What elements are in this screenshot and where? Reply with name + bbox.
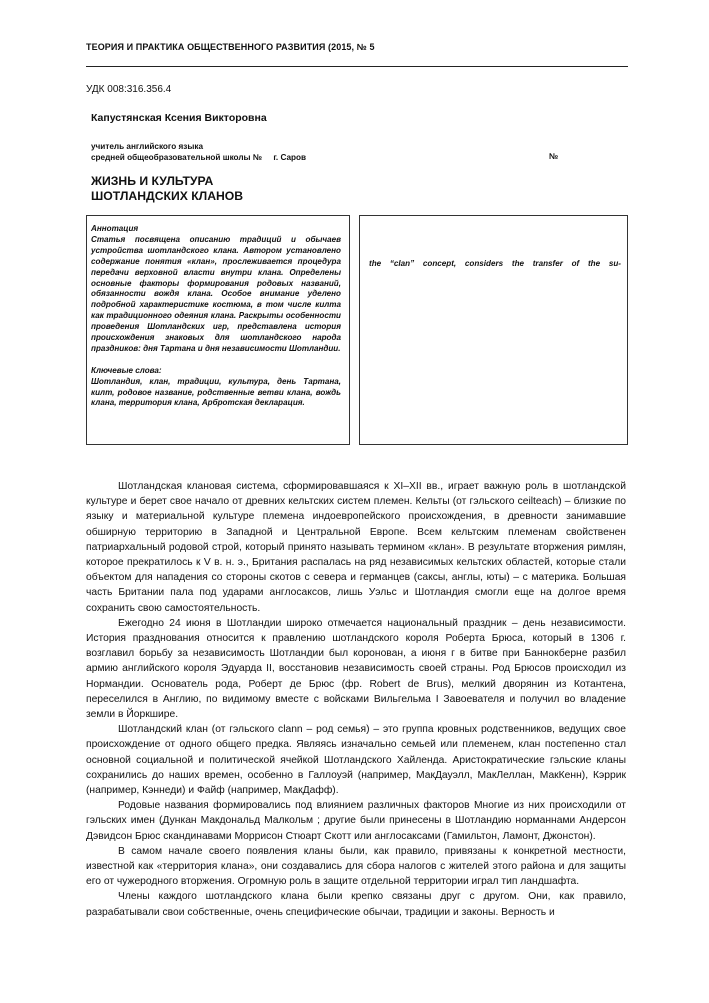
title-line-2: ШОТЛАНДСКИХ КЛАНОВ [91, 188, 244, 203]
body-paragraph: Члены каждого шотландского клана были крепко связаны друг с другом. Они, как правило, разрабатывали свои собственные, очень специфические обычаи, традиции и законы. Верность и [86, 891, 626, 918]
keywords-text: Шотландия, клан, традиции, культура, день Тартана, килт, родовое название, родственные ветви клана, вождь клана, территория клана, Арбротская декларация. [91, 376, 341, 408]
affiliation-line-1: учитель английского языка [91, 142, 203, 151]
body-paragraph: Родовые названия формировались под влиянием различных факторов Многие из них происходили от гэльских имен (Дункан Макдональд Малкольм ; другие были принесены в Шотландию норманнами Андерсон Дэвидсон Брюс скандинавами Моррисон Стюарт Скотт или англосаксами (Гамильтон, Ламонт, Джонстон). [86, 800, 626, 842]
body-paragraph: Шотландская клановая система, сформировавшаяся к XI–XII вв., играет важную роль в шотландской культуре и берет свое начало от древних кельтских систем племен. Кельты (от гэльского ceilteach) – близкие по языку и материальной культуре племена индоевропейского происхождения, в древности занимавшие обширную территорию в Западной и Центральной Европе. Всем кельтским племенам свойственен патриархальный родовой строй, который принято называть термином «клан». В результате вторжения римлян, которое прекратилось к V в. н. э., Британия распалась на ряд независимых кельтских областей, которые стали объектом для нападения со стороны скотов с севера и германцев (саксы, англы, юты) – с материка. Большая часть Британии пала под ударами англосаксов, лишь Уэльс и Шотландия смогли еще на долгое время сохранить свою самостоятельность. [86, 481, 626, 614]
abstract-heading: Аннотация [91, 224, 139, 233]
body-paragraph: Ежегодно 24 июня в Шотландии широко отмечается национальный праздник – день независимости. История празднования относится к правлению шотландского короля Роберта Брюса, который в 1306 г. возглавил борьбу за независимость Шотландии был коронован, а июня г в битве при Баннокберне разбил армию английского короля Эдуарда II, восстановив независимость своей страны. Род Брюсов происходил из Нормандии. Основатель рода, Роберт де Брюс (фр. Robert de Brus), мелкий дворянин из Котантена, переселился в Англию, по видимому вместе с войсками Вильгельма I Завоевателя и получил во владение земли в Йоркшире. [86, 617, 626, 721]
header-divider [86, 66, 628, 67]
abstract-box-english [359, 215, 628, 445]
abstract-block [91, 224, 341, 409]
keywords-heading: Ключевые слова: [91, 365, 162, 375]
abstract-text: Статья посвящена описанию традиций и обычаев устройства шотландского клана. Автором установлено содержание понятия «клан», прослеживается процедура передачи верховной власти внутри клана. Определены основные факторы формирования родовых названий, обязанности вождя клана. Особое внимание уделено подробной характеристике костюма, в том числе килта как традиционного одеяния клана. Раскрыты особенности проведения Шотландских игр, представлена история происхождения знаковых для шотландского народа праздников: дня Тартана и дня независимости Шотландии. [91, 234, 341, 353]
journal-header: ТЕОРИЯ И ПРАКТИКА ОБЩЕСТВЕННОГО РАЗВИТИЯ (2015, № 5 [86, 42, 375, 52]
affiliation-line-2: средней общеобразовательной школы № г. Саров [91, 153, 307, 162]
affiliation-number-right: № [549, 152, 559, 161]
english-abstract-snippet: the “clan” concept, considers the transfer of the su- [369, 259, 621, 268]
udc-code: УДК 008:316.356.4 [86, 84, 172, 95]
article-body [86, 479, 626, 920]
author-affiliation [91, 141, 306, 163]
title-line-1: ЖИЗНЬ И КУЛЬТУРА [91, 174, 214, 188]
author-name: Капустянская Ксения Викторовна [91, 112, 267, 124]
article-title [91, 174, 243, 203]
body-paragraph: Шотландский клан (от гэльского clann – род семья) – это группа кровных родственников, ведущих свое происхождение от одного общего предка. Являясь изначально семьей или племенем, клан постепенно стал основной социальной и политической ячейкой Шотландского Хайленда. Аристократические гэльские кланы сохранились до наших времен, особенно в Галлоуэй (например, МакДауэлл, МакЛеллан, МакКенн), Кэррик (например, Кэннеди) и Файф (например, МакДафф). [86, 724, 626, 797]
body-paragraph: В самом начале своего появления кланы были, как правило, привязаны к конкретной местности, известной как «территория клана», они создавались для сбора налогов с жителей этого района и для защиты его от чужеродного вторжения. Огромную роль в защите отдельной территории играл тип ландшафта. [86, 845, 626, 888]
